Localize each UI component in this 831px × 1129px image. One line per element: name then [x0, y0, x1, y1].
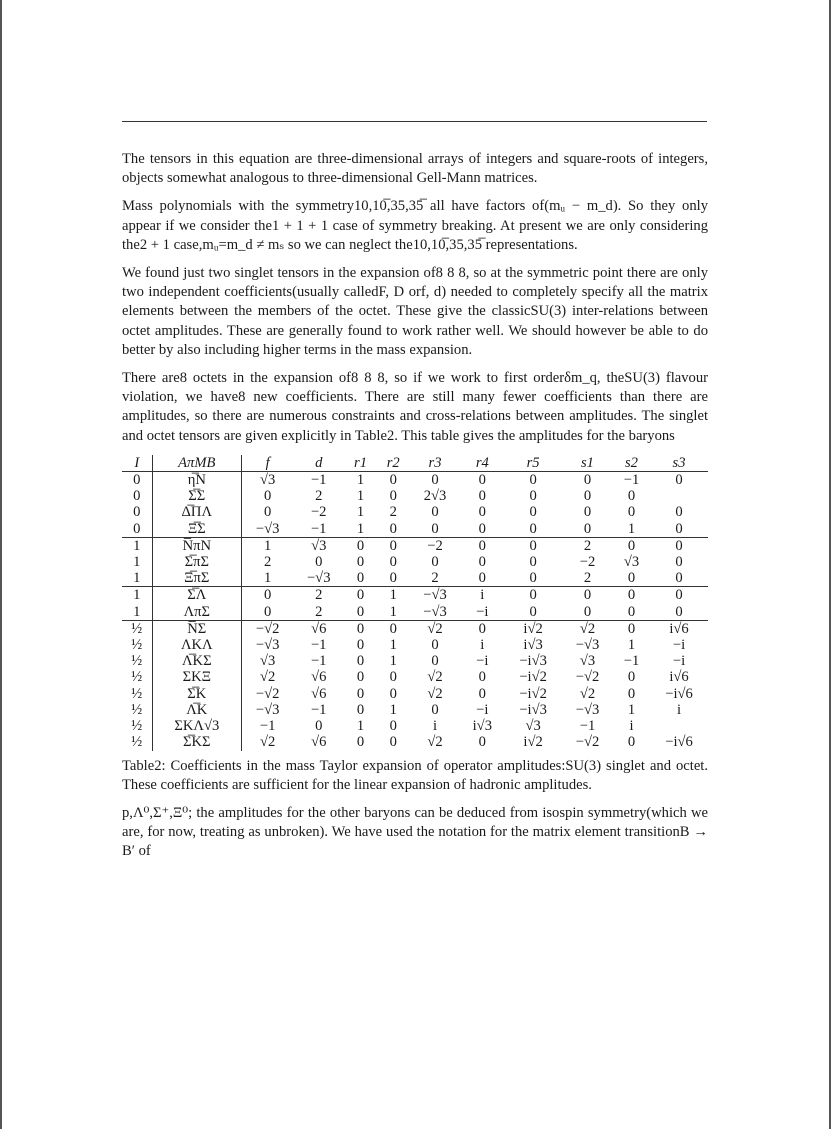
table-cell: 0: [583, 504, 592, 521]
table-cell: 2: [431, 570, 439, 587]
table-cell: 2: [562, 537, 613, 554]
table-cell: 0: [478, 504, 486, 521]
table-cell: 0: [478, 734, 486, 751]
table-cell: 0: [356, 734, 365, 751]
table-cell: 0: [613, 620, 650, 637]
paragraph-closing: p,Λ⁰,Σ⁺,Ξ⁰; the amplitudes for the other baryons can be deduced from isospin symmetry(which we are, for now, treating as unbroken). We have used the notation for the matrix element transitionB → B′ of: [122, 804, 708, 860]
table-cell: 0: [529, 603, 537, 620]
table-cell: 0: [675, 570, 683, 587]
table-cell: Σ̅Λ: [152, 587, 241, 604]
table-row: [122, 570, 708, 587]
table-cell: 1: [627, 520, 636, 537]
table-cell: √2: [579, 685, 596, 702]
table-cell: i: [629, 718, 634, 735]
table-row: [122, 653, 708, 669]
table-cell: −1: [310, 653, 327, 670]
table-cell: −√2: [255, 685, 280, 702]
table-cell: √6: [311, 669, 327, 686]
table-cell: ½: [122, 620, 152, 637]
table-cell: 0: [315, 554, 323, 571]
table-cell: −1: [623, 653, 640, 670]
table-cell: √3: [293, 537, 344, 554]
table-cell: 0: [389, 734, 397, 751]
table-cell: Ξ̅πΣ: [152, 570, 241, 587]
table-cell: √2: [427, 685, 443, 702]
table-cell: 0: [356, 685, 365, 702]
table-cell: [650, 718, 708, 734]
table-cell: 0: [627, 488, 636, 505]
table-cell: 0: [504, 587, 562, 604]
header-rule: [122, 121, 707, 122]
table-cell: 0: [675, 520, 683, 537]
table-cell: 0: [529, 554, 537, 571]
table-row: [122, 488, 708, 504]
table-cell: 1: [356, 472, 365, 489]
table-cell: 0: [675, 504, 683, 521]
table-cell: ½: [122, 686, 152, 702]
table-cell: 0: [627, 734, 636, 751]
table-cell: 0: [377, 620, 410, 637]
table-row: [122, 521, 708, 538]
table-cell: 0: [389, 570, 397, 587]
table-row: [122, 686, 708, 702]
table-cell: 0: [431, 472, 439, 489]
table-cell: −√3: [575, 637, 600, 654]
table-cell: ½: [122, 669, 152, 685]
table-cell: −2: [310, 504, 327, 521]
table-cell: i: [432, 718, 438, 735]
table-cell: Σ̅Σ: [152, 488, 241, 504]
table-cell: 0: [627, 669, 636, 686]
table-cell: −1: [623, 472, 640, 489]
table-cell: 0: [627, 570, 636, 587]
table-body: [122, 472, 708, 751]
table-cell: 1: [356, 718, 365, 735]
table-cell: i√6: [669, 669, 689, 686]
table-cell: 0: [650, 537, 708, 554]
table-cell: √3: [525, 718, 541, 735]
table-cell: ΛKΛ: [152, 637, 241, 653]
table-cell: 0: [389, 472, 397, 489]
table-cell: √6: [311, 685, 327, 702]
table-row: [122, 604, 708, 621]
table-cell: 0: [356, 653, 365, 670]
table-cell: i: [676, 701, 682, 718]
table-cell: ½: [122, 702, 152, 718]
table-cell: −1: [310, 701, 327, 718]
table-cell: 0: [529, 570, 537, 587]
table-cell: 0: [478, 488, 486, 505]
table-cell: Ξ̅Σ: [152, 521, 241, 538]
table-cell: 0: [122, 488, 152, 504]
table-cell: 2: [315, 603, 323, 620]
table-cell: i: [460, 587, 504, 604]
table-cell: −2: [410, 537, 461, 554]
table-cell: Σ̅KΣ: [152, 734, 241, 750]
table-cell: −√3: [255, 520, 280, 537]
table-cell: 0: [377, 537, 410, 554]
table-cell: 0: [675, 472, 683, 489]
table-cell: 1: [122, 587, 152, 604]
table-cell: 0: [344, 620, 377, 637]
table-cell: −√3: [423, 603, 447, 620]
table-cell: 0: [122, 504, 152, 520]
table-cell: √2: [259, 669, 276, 686]
table-cell: Σ̅πΣ: [152, 554, 241, 570]
table-cell: 0: [389, 554, 397, 571]
table-header-cell: r5: [504, 455, 562, 472]
table-cell: 1: [389, 653, 397, 670]
table-cell: 0: [122, 521, 152, 538]
table-header-cell: r4: [460, 455, 504, 472]
table-cell: 0: [613, 537, 650, 554]
table-cell: √3: [579, 653, 596, 670]
table-cell: 0: [344, 587, 377, 604]
table-cell: 0: [675, 603, 683, 620]
table-cell: ½: [122, 653, 152, 669]
table-cell: 0: [389, 718, 397, 735]
table-cell: Λ̅KΣ: [152, 653, 241, 669]
table-cell: 0: [478, 554, 486, 571]
table-cell: √3: [623, 554, 640, 571]
table-cell: 1: [627, 701, 636, 718]
table-cell: 2: [315, 488, 323, 505]
table-cell: 0: [478, 520, 486, 537]
table-cell: 1: [122, 537, 152, 554]
table-cell: 0: [529, 520, 537, 537]
table-cell: i√3: [523, 637, 543, 654]
table-cell: 1: [242, 537, 294, 554]
table-cell: −1: [259, 718, 276, 735]
table-cell: 0: [242, 587, 294, 604]
table-cell: −i√2: [519, 685, 547, 702]
table-cell: 0: [431, 554, 439, 571]
table-row: [122, 554, 708, 570]
table-cell: −i√3: [519, 653, 547, 670]
table-cell: ½: [122, 637, 152, 653]
table-cell: √2: [427, 734, 443, 751]
table-cell: −i√6: [665, 685, 693, 702]
table-cell: −√3: [255, 701, 280, 718]
table-cell: −√2: [575, 669, 600, 686]
table-cell: i√6: [650, 620, 708, 637]
table-cell: N̅πN: [152, 537, 241, 554]
table-cell: 0: [264, 504, 272, 521]
table-cell: Δ̅ΠΛ: [152, 504, 241, 520]
table-cell: 0: [356, 603, 365, 620]
table-cell: 2: [389, 504, 397, 521]
table-cell: 1: [122, 604, 152, 621]
table-cell: −i: [672, 637, 686, 654]
table-cell: 0: [460, 537, 504, 554]
table-cell: 0: [529, 488, 537, 505]
table-cell: Λ̅K: [152, 702, 241, 718]
table-cell: −1: [310, 472, 327, 489]
table-header-cell: I: [122, 455, 152, 472]
table-cell: −2: [579, 554, 596, 571]
table-cell: 0: [356, 554, 365, 571]
table-cell: 2: [583, 570, 592, 587]
table-cell: 0: [356, 701, 365, 718]
table-cell: −1: [310, 637, 327, 654]
table-cell: 0: [389, 488, 397, 505]
table-cell: ΛπΣ: [152, 604, 241, 621]
table-cell: 0: [583, 472, 592, 489]
table-cell: 0: [431, 520, 439, 537]
table-cell: 0: [431, 701, 439, 718]
table-cell: 0: [478, 685, 486, 702]
table-header-cell: d: [293, 455, 344, 472]
table-cell: 0: [583, 488, 592, 505]
table-cell: 0: [122, 472, 152, 489]
table-cell: 1: [389, 637, 397, 654]
table-cell: N̅Σ: [152, 620, 241, 637]
table-header-cell: s1: [562, 455, 613, 472]
table-cell: 0: [356, 570, 365, 587]
table-cell: −√2: [242, 620, 294, 637]
table-cell: 1: [356, 504, 365, 521]
table-cell: 0: [529, 472, 537, 489]
table-cell: √6: [311, 734, 327, 751]
table-cell: 1: [627, 637, 636, 654]
table-cell: 0: [613, 587, 650, 604]
table-cell: 2: [264, 554, 272, 571]
paragraph-mass-polynomials: Mass polynomials with the symmetry10,10̅,35,35̅ all have factors of(mᵤ − m_d). So they only appear if we consider the1 + 1 + 1 case of symmetry breaking. At present we are only considering the2 + 1 case,mᵤ=m_d ≠ mₛ so we can neglect the10,10̅,35,35̅ representations.: [122, 198, 708, 253]
table-row: [122, 504, 708, 520]
table-row: [122, 637, 708, 653]
table-cell: −i√2: [519, 669, 547, 686]
table-cell: −√3: [410, 587, 461, 604]
table-cell: 0: [264, 488, 272, 505]
table-cell: 0: [627, 504, 636, 521]
table-header-cell: f: [242, 455, 294, 472]
table-cell: 0: [460, 620, 504, 637]
table-cell: −√3: [255, 637, 280, 654]
table-cell: 1: [389, 701, 397, 718]
table-header-row: [122, 455, 708, 472]
table-cell: 1: [356, 488, 365, 505]
table-cell: 0: [627, 603, 636, 620]
paragraph-singlet-tensors: We found just two singlet tensors in the expansion of8 8 8, so at the symmetric point there are only two independent coefficients(usually calledF, D orf, d) needed to completely specify all the matrix elements between the members of the octet. These give the classicSU(3) inter-relations between octet amplitudes. These are generally found to work rather well. We should however be able to do better by also including higher terms in the mass expansion.: [122, 265, 708, 358]
table-cell: −1: [579, 718, 596, 735]
table-cell: 0: [529, 504, 537, 521]
table-cell: 0: [583, 603, 592, 620]
table-cell: −i√3: [519, 701, 547, 718]
table-cell: i: [480, 637, 485, 654]
table-cell: 1: [122, 554, 152, 570]
table-header-cell: AπMB: [152, 455, 241, 472]
table-cell: 0: [583, 520, 592, 537]
table-cell: 0: [389, 685, 397, 702]
table-cell: 1: [377, 587, 410, 604]
table-cell: √6: [293, 620, 344, 637]
table-row: [122, 620, 708, 637]
paragraph-octets: There are8 octets in the expansion of8 8 8, so if we work to first orderδm_q, theSU(3) flavour violation, we have8 new coefficients. There are still many fewer coefficients than there are amplitudes, so there are numerous constraints and cross-relations between amplitudes. The singlet and octet tensors are given explicitly in Table2. This table gives the amplitudes for the baryons: [122, 370, 708, 444]
table-cell: 1: [264, 570, 272, 587]
table-cell: i√2: [504, 620, 562, 637]
table-cell: ½: [122, 718, 152, 734]
table-cell: [650, 488, 708, 504]
table-cell: 0: [478, 570, 486, 587]
table-cell: √2: [259, 734, 276, 751]
table-cell: √2: [410, 620, 461, 637]
table-cell: √2: [562, 620, 613, 637]
table-cell: 0: [504, 537, 562, 554]
table-cell: 0: [315, 718, 323, 735]
table-cell: −i: [672, 653, 686, 670]
table-cell: 0: [389, 669, 397, 686]
table-cell: 0: [562, 587, 613, 604]
table-row: [122, 537, 708, 554]
paragraph-tensors: The tensors in this equation are three-dimensional arrays of integers and square-roots of integers, objects somewhat analogous to three-dimensional Gell-Mann matrices.: [122, 151, 708, 187]
table-cell: 0: [627, 685, 636, 702]
table-cell: √3: [259, 472, 276, 489]
table-cell: −i: [476, 603, 489, 620]
table-cell: √3: [259, 653, 276, 670]
table-cell: Σ̅K: [152, 686, 241, 702]
table-cell: 0: [478, 669, 486, 686]
coefficient-table: [122, 455, 708, 751]
table-cell: 2√3: [423, 488, 447, 505]
table-row: [122, 734, 708, 750]
table-cell: 0: [650, 587, 708, 604]
table-row: [122, 669, 708, 685]
table-cell: −√3: [575, 701, 600, 718]
table-cell: 1: [122, 570, 152, 587]
table-cell: ΣKΞ: [152, 669, 241, 685]
table-row: [122, 718, 708, 734]
table-cell: η̅N: [152, 472, 241, 489]
table-cell: −i: [476, 653, 489, 670]
table-cell: 0: [356, 637, 365, 654]
table-cell: 1: [389, 603, 397, 620]
table-cell: 1: [356, 520, 365, 537]
table-cell: −i: [476, 701, 489, 718]
table-cell: 0: [478, 472, 486, 489]
table-row: [122, 702, 708, 718]
table-cell: 2: [293, 587, 344, 604]
table-header-cell: s2: [613, 455, 650, 472]
table-cell: −√2: [575, 734, 600, 751]
table-cell: i√3: [472, 718, 492, 735]
table-cell: 0: [264, 603, 272, 620]
table-cell: i√2: [523, 734, 543, 751]
table-cell: −1: [310, 520, 327, 537]
page-edge-left: [0, 0, 2, 1129]
table-cell: −i√6: [665, 734, 693, 751]
table-cell: 0: [356, 669, 365, 686]
table-row: [122, 472, 708, 489]
table-cell: 0: [389, 520, 397, 537]
table-header-cell: r3: [410, 455, 461, 472]
coefficient-table-wrap: [122, 455, 708, 751]
table-cell: ΣKΛ√3: [152, 718, 241, 734]
table-caption: Table2: Coefficients in the mass Taylor expansion of operator amplitudes:SU(3) singlet and octet. These coefficients are sufficient for the linear expansion of hadronic amplitudes.: [122, 757, 708, 793]
table-header-cell: r2: [377, 455, 410, 472]
table-cell: 0: [431, 504, 439, 521]
table-cell: 0: [344, 537, 377, 554]
table-cell: √2: [427, 669, 443, 686]
table-header-cell: s3: [650, 455, 708, 472]
table-cell: 0: [431, 637, 439, 654]
table-header-cell: r1: [344, 455, 377, 472]
table-cell: ½: [122, 734, 152, 750]
table-cell: −√3: [306, 570, 331, 587]
page-content: [122, 150, 708, 871]
table-cell: 0: [431, 653, 439, 670]
table-cell: 0: [675, 554, 683, 571]
table-row: [122, 587, 708, 604]
